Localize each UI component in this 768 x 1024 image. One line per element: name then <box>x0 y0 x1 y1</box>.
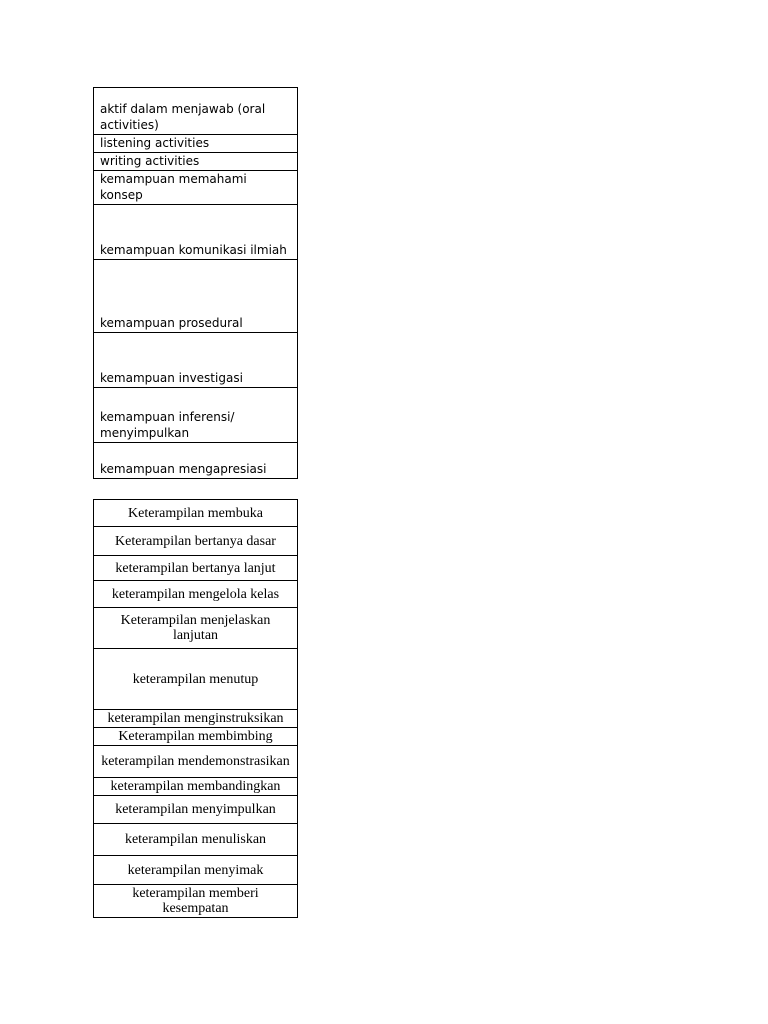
table-row <box>94 388 298 443</box>
table-row <box>94 856 298 885</box>
table-row <box>94 778 298 796</box>
table-row <box>94 649 298 710</box>
table-cell: Keterampilan bertanya dasar <box>94 527 298 556</box>
table-row <box>94 824 298 856</box>
table-cell: keterampilan bertanya lanjut <box>94 556 298 581</box>
skills-table <box>93 499 298 918</box>
table-row <box>94 581 298 608</box>
table-row <box>94 710 298 728</box>
table-cell: Keterampilan membuka <box>94 500 298 527</box>
table-row <box>94 556 298 581</box>
table-cell: keterampilan memberi kesempatan <box>94 885 298 918</box>
table-cell: keterampilan menutup <box>94 649 298 710</box>
table-cell: keterampilan membandingkan <box>94 778 298 796</box>
activities-table <box>93 87 298 479</box>
table-row <box>94 608 298 649</box>
table-cell: kemampuan komunikasi ilmiah <box>94 205 298 260</box>
table-cell: kemampuan prosedural <box>94 260 298 333</box>
table-cell: kemampuan inferensi/ menyimpulkan <box>94 388 298 443</box>
table-cell: kemampuan memahami konsep <box>94 171 298 205</box>
table-cell: Keterampilan menjelaskan lanjutan <box>94 608 298 649</box>
table-cell: writing activities <box>94 153 298 171</box>
table-row <box>94 746 298 778</box>
table-cell: keterampilan mendemonstrasikan <box>94 746 298 778</box>
table-row <box>94 153 298 171</box>
table-row <box>94 333 298 388</box>
table-cell: Keterampilan membimbing <box>94 728 298 746</box>
table-cell: kemampuan investigasi <box>94 333 298 388</box>
table-row <box>94 796 298 824</box>
table-row <box>94 205 298 260</box>
table-row <box>94 527 298 556</box>
table-row <box>94 728 298 746</box>
table-cell: keterampilan menyimak <box>94 856 298 885</box>
table-cell: keterampilan mengelola kelas <box>94 581 298 608</box>
table-cell: aktif dalam menjawab (oral activities) <box>94 88 298 135</box>
table-row <box>94 500 298 527</box>
table-cell: keterampilan menyimpulkan <box>94 796 298 824</box>
table-cell: keterampilan menginstruksikan <box>94 710 298 728</box>
table-row <box>94 135 298 153</box>
table-cell: kemampuan mengapresiasi <box>94 443 298 479</box>
table-row <box>94 88 298 135</box>
table-row <box>94 260 298 333</box>
table-cell: listening activities <box>94 135 298 153</box>
table-row <box>94 171 298 205</box>
table-row <box>94 885 298 918</box>
table-cell: keterampilan menuliskan <box>94 824 298 856</box>
table-row <box>94 443 298 479</box>
